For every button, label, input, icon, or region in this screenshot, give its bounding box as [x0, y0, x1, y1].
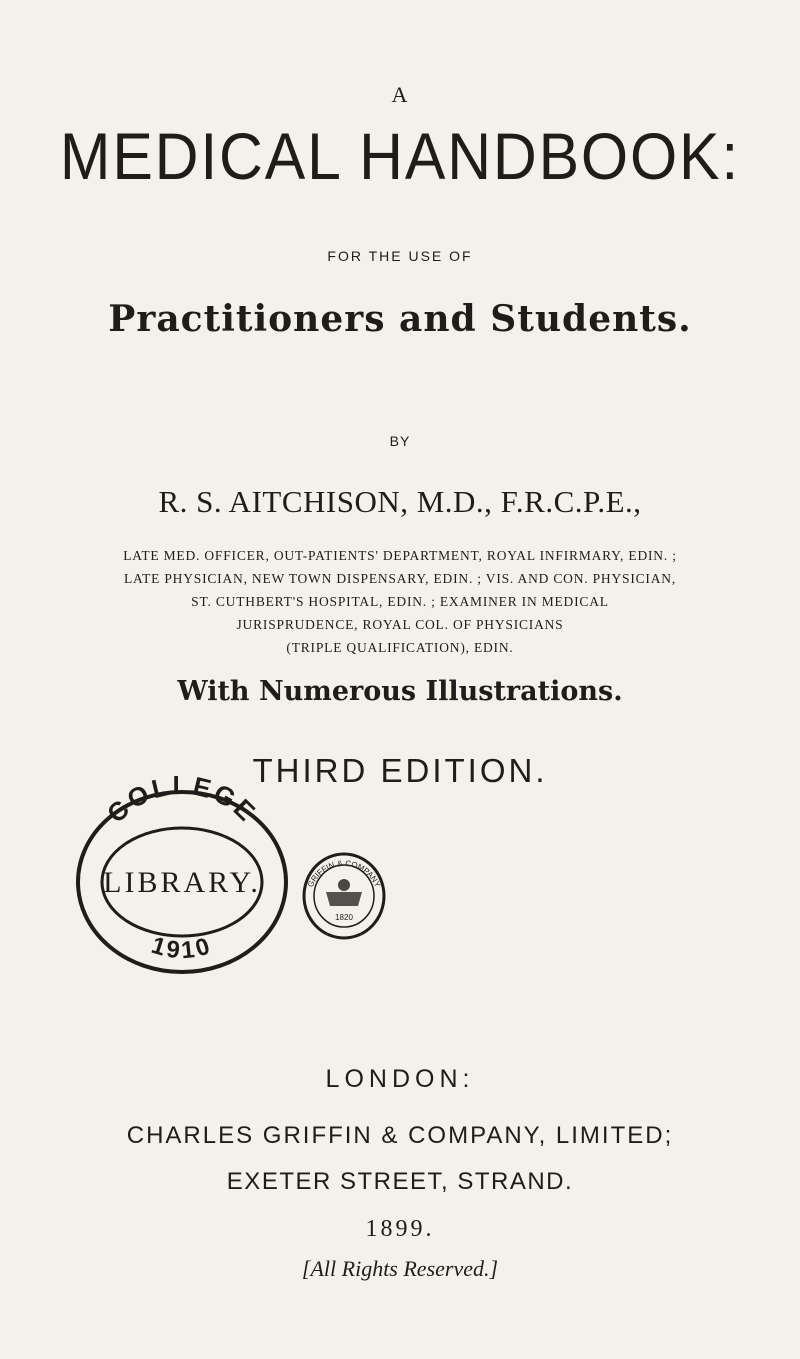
seal-year: 1820 [335, 913, 353, 922]
library-stamp [70, 776, 294, 976]
imprint-publisher: CHARLES GRIFFIN & COMPANY, LIMITED; [126, 1122, 674, 1149]
book-title: MEDICAL HANDBOOK: [59, 119, 741, 193]
by-line: BY [389, 433, 411, 449]
credential-line: JURISPRUDENCE, ROYAL COL. OF PHYSICIANS [236, 617, 564, 632]
stamp-bottom-text: 1910 [148, 931, 216, 965]
svg-text:COLLEGE [101, 776, 263, 829]
for-use-of: FOR THE USE OF [327, 248, 473, 264]
stamp-top-text: COLLEGE [100, 776, 264, 829]
author-name: R. S. AITCHISON, M.D., F.R.C.P.E., [158, 484, 642, 519]
imprint-street: EXETER STREET, STRAND. [226, 1168, 574, 1195]
publisher-seal [300, 850, 388, 942]
stamp-middle-text: LIBRARY. [103, 866, 261, 899]
seal-text: GRIFFIN & COMPANY [305, 858, 383, 889]
title-article: A [391, 82, 409, 107]
credential-line: LATE MED. OFFICER, OUT-PATIENTS' DEPARTMENT, ROYAL INFIRMARY, EDIN. ; [123, 548, 677, 563]
author-credentials [60, 544, 740, 659]
imprint-city: LONDON: [325, 1065, 475, 1093]
credential-line: LATE PHYSICIAN, NEW TOWN DISPENSARY, EDIN. ; VIS. AND CON. PHYSICIAN, [124, 571, 676, 586]
rights-notice: [All Rights Reserved.] [301, 1256, 499, 1281]
audience-line: Practitioners and Students. [108, 298, 692, 340]
credential-line: (TRIPLE QUALIFICATION), EDIN. [286, 640, 514, 655]
imprint-year: 1899. [365, 1216, 435, 1242]
credential-line: ST. CUTHBERT'S HOSPITAL, EDIN. ; EXAMINER IN MEDICAL [191, 594, 609, 609]
illustrations-line: With Numerous Illustrations. [177, 676, 623, 707]
edition-line: THIRD EDITION. [252, 752, 548, 789]
